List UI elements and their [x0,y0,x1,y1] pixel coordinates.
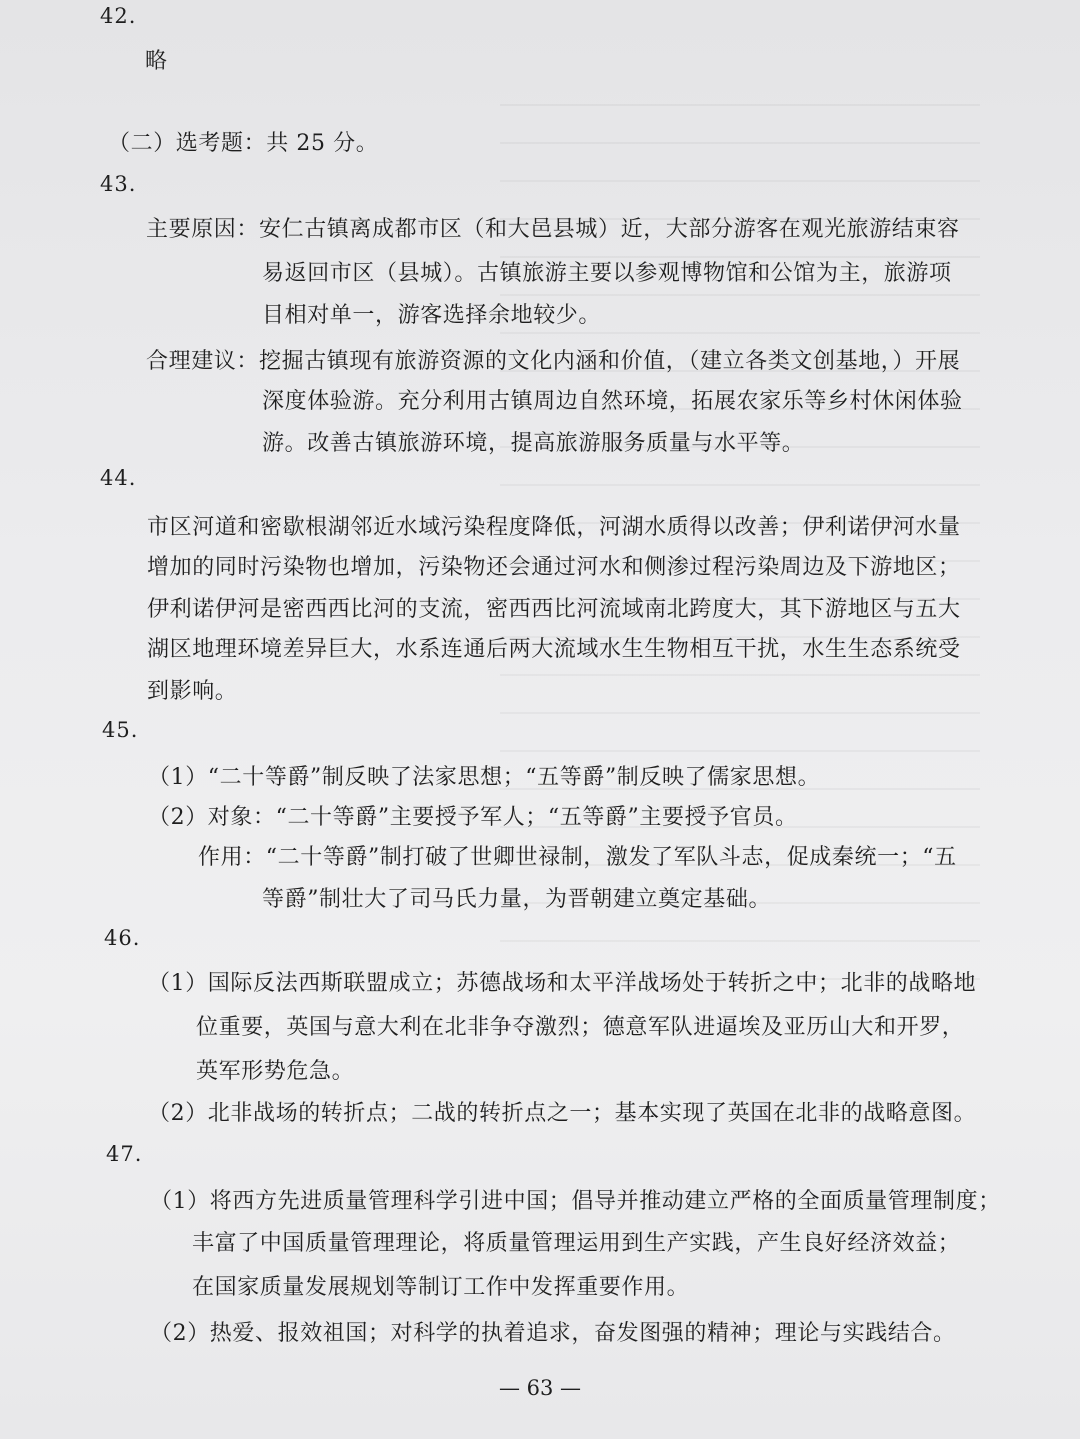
answer-46-line: （1）国际反法西斯联盟成立；苏德战场和太平洋战场处于转折之中；北非的战略地 [148,971,977,996]
question-number-42: 42. [100,4,137,28]
answer-42: 略 [145,49,168,74]
answer-47-line: （2）热爱、报效祖国；对科学的执着追求，奋发图强的精神；理论与实践结合。 [150,1321,956,1346]
answer-43-line: 深度体验游。充分利用古镇周边自然环境，拓展农家乐等乡村休闲体验 [262,389,963,414]
answer-46-line: 位重要，英国与意大利在北非争夺激烈；德意军队进逼埃及亚历山大和开罗， [196,1015,965,1040]
answer-46-line: 英军形势危急。 [196,1059,355,1084]
question-number-47: 47. [106,1142,143,1166]
answer-44-line: 伊利诺伊河是密西西比河的支流，密西西比河流域南北跨度大，其下游地区与五大 [147,597,961,622]
answer-47-line: 丰富了中国质量管理理论，将质量管理运用到生产实践，产生良好经济效益； [192,1231,961,1256]
answer-45-line: （1）“二十等爵”制反映了法家思想；“五等爵”制反映了儒家思想。 [148,765,821,790]
answer-43-line: 合理建议：挖掘古镇现有旅游资源的文化内涵和价值，（建立各类文创基地，）开展 [146,349,961,374]
answer-45-line: 作用：“二十等爵”制打破了世卿世禄制，激发了军队斗志，促成秦统一；“五 [198,845,957,870]
question-number-43: 43. [100,172,137,196]
answer-44-line: 市区河道和密歇根湖邻近水域污染程度降低，河湖水质得以改善；伊利诺伊河水量 [147,515,961,540]
answer-43-line: 易返回市区（县城）。古镇旅游主要以参观博物馆和公馆为主，旅游项 [262,261,952,286]
answer-47-line: （1）将西方先进质量管理科学引进中国；倡导并推动建立严格的全面质量管理制度； [150,1189,1001,1214]
answer-44-line: 到影响。 [147,679,238,704]
answer-43-line: 游。改善古镇旅游环境，提高旅游服务质量与水平等。 [262,431,805,456]
answer-44-line: 湖区地理环境差异巨大，水系连通后两大流域水生生物相互干扰，水生生态系统受 [147,637,961,662]
section-heading: （二）选考题：共 25 分。 [108,131,379,156]
question-number-44: 44. [100,466,137,490]
question-number-45: 45. [102,718,139,742]
answer-43-line: 主要原因：安仁古镇离成都市区（和大邑县城）近，大部分游客在观光旅游结束容 [146,217,960,242]
answer-43-line: 目相对单一，游客选择余地较少。 [262,303,602,328]
answer-45-line: （2）对象：“二十等爵”主要授予军人；“五等爵”主要授予官员。 [148,805,798,830]
page-number: — 63 — [498,1376,582,1400]
answer-44-line: 增加的同时污染物也增加，污染物还会通过河水和侧渗过程污染周边及下游地区； [147,555,961,580]
answer-47-line: 在国家质量发展规划等制订工作中发挥重要作用。 [192,1275,690,1300]
answer-45-line: 等爵”制壮大了司马氏力量，为晋朝建立奠定基础。 [262,887,772,912]
question-number-46: 46. [104,926,141,950]
answer-46-line: （2）北非战场的转折点；二战的转折点之一；基本实现了英国在北非的战略意图。 [148,1101,977,1126]
